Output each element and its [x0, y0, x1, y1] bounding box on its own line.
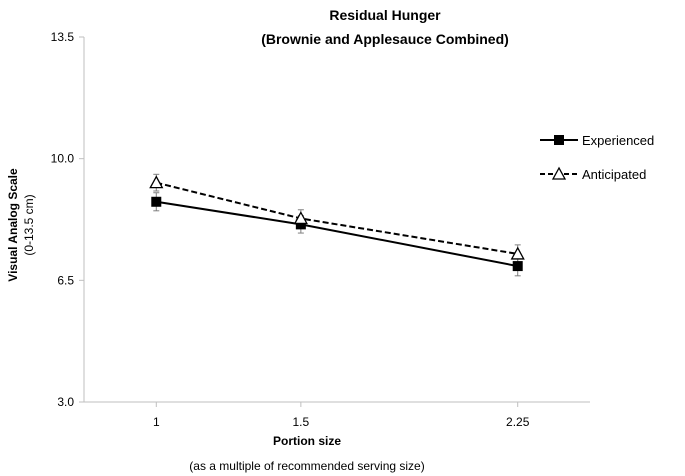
y-tick-label: 6.5 [57, 273, 74, 288]
data-point-anticipated [150, 177, 162, 188]
x-tick-label: 1.5 [292, 415, 310, 429]
x-axis-label: Portion size [272, 434, 342, 448]
x-tick-label: 2.25 [506, 415, 530, 429]
legend-marker [553, 168, 565, 179]
data-point-experienced [151, 197, 161, 207]
y-axis-label: Visual Analog Scale [6, 168, 20, 282]
y-axis-sublabel: (0-13.5 cm) [22, 194, 36, 256]
chart-subtitle: (Brownie and Applesauce Combined) [261, 31, 509, 47]
series-line-experienced [156, 202, 517, 266]
y-tick-label: 10.0 [50, 151, 74, 166]
series-line-anticipated [156, 183, 517, 254]
x-axis-sublabel: (as a multiple of recommended serving size) [189, 459, 425, 473]
x-tick-label: 1 [152, 415, 160, 429]
legend-marker [554, 135, 564, 145]
data-point-experienced [513, 261, 523, 271]
legend-label: Experienced [582, 133, 655, 148]
chart-title: Residual Hunger [329, 7, 441, 23]
y-tick-label: 13.5 [50, 30, 74, 44]
y-tick-label: 3.0 [57, 395, 74, 409]
legend-label: Anticipated [582, 167, 647, 182]
